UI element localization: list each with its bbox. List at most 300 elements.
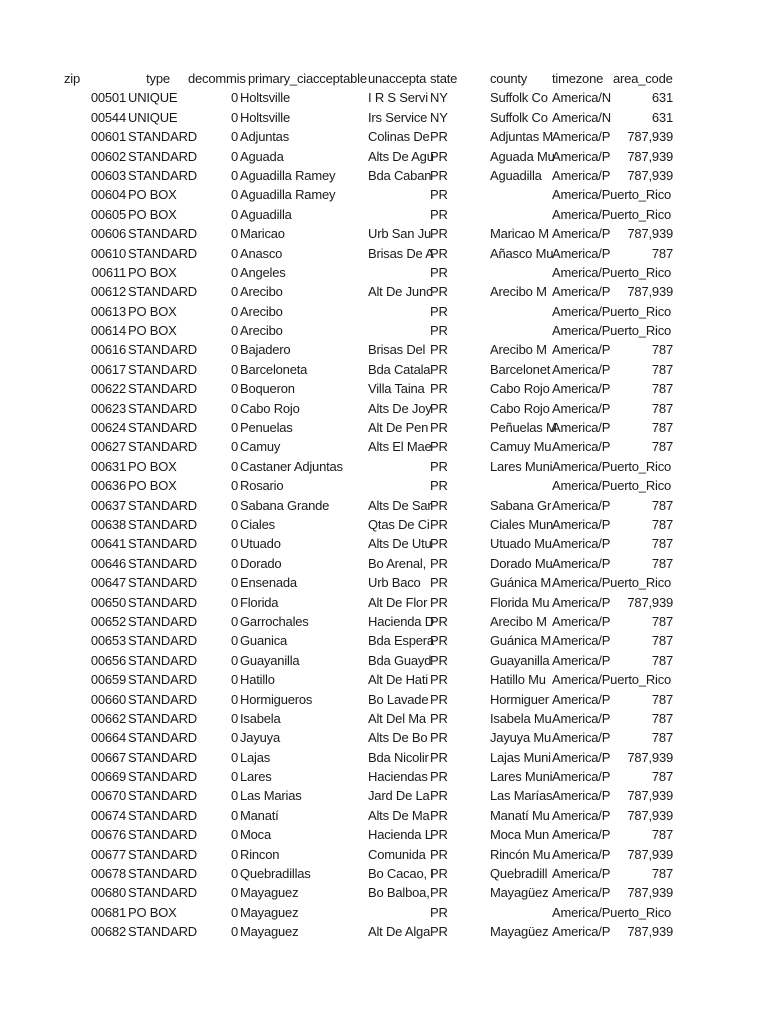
cell-decommissioned[interactable]: 0 — [230, 710, 238, 726]
header-cell-zip[interactable]: zip — [64, 71, 81, 86]
cell-timezone[interactable]: America/P — [552, 866, 611, 882]
header-cell-state[interactable]: state — [430, 71, 458, 86]
cell-zip[interactable]: 00604 — [90, 187, 126, 203]
cell-type[interactable]: STANDARD — [128, 846, 197, 862]
cell-decommissioned[interactable]: 0 — [230, 613, 238, 629]
cell-type[interactable]: STANDARD — [128, 439, 197, 455]
cell-primary-city[interactable]: Barceloneta — [240, 361, 308, 377]
cell-zip[interactable]: 00660 — [90, 691, 126, 707]
cell-primary-city[interactable]: Maricao — [240, 226, 285, 242]
cell-timezone[interactable]: America/P — [552, 129, 611, 145]
cell-zip[interactable]: 00603 — [90, 167, 126, 183]
cell-state[interactable]: PR — [430, 497, 448, 513]
cell-type[interactable]: STANDARD — [128, 633, 197, 649]
cell-area-code[interactable]: 787 — [651, 866, 673, 882]
cell-state[interactable]: PR — [430, 129, 448, 145]
cell-decommissioned[interactable]: 0 — [230, 555, 238, 571]
cell-acceptable-cities[interactable] — [368, 903, 430, 922]
cell-zip[interactable]: 00501 — [90, 90, 126, 106]
cell-area-code[interactable] — [613, 573, 673, 592]
cell-state[interactable]: PR — [430, 478, 448, 494]
cell-county[interactable]: Ciales Mun — [490, 516, 554, 532]
cell-acceptable-cities[interactable]: Urb San Ju — [368, 226, 432, 242]
cell-timezone[interactable]: America/P — [552, 536, 611, 552]
cell-county[interactable] — [490, 263, 552, 282]
cell-primary-city[interactable]: Penuelas — [240, 420, 293, 436]
cell-timezone[interactable]: America/P — [552, 439, 611, 455]
cell-area-code[interactable]: 787,939 — [627, 846, 673, 862]
cell-acceptable-cities[interactable] — [368, 302, 430, 321]
cell-zip[interactable]: 00627 — [90, 439, 126, 455]
cell-zip[interactable]: 00622 — [90, 381, 126, 397]
cell-type[interactable]: STANDARD — [128, 652, 197, 668]
cell-type[interactable]: STANDARD — [128, 555, 197, 571]
cell-decommissioned[interactable]: 0 — [230, 924, 238, 940]
cell-state[interactable]: PR — [430, 420, 448, 436]
cell-timezone[interactable]: America/P — [552, 924, 611, 940]
cell-area-code[interactable]: 787 — [651, 652, 673, 668]
cell-acceptable-cities[interactable]: Villa Taina — [368, 381, 425, 397]
cell-county[interactable]: Moca Mun — [490, 827, 550, 843]
cell-decommissioned[interactable]: 0 — [230, 885, 238, 901]
cell-state[interactable]: PR — [430, 381, 448, 397]
cell-timezone[interactable]: America/P — [552, 652, 611, 668]
cell-area-code[interactable]: 787 — [651, 613, 673, 629]
cell-county[interactable]: Rincón Mu — [490, 846, 551, 862]
cell-decommissioned[interactable]: 0 — [230, 90, 238, 106]
cell-primary-city[interactable]: Adjuntas — [240, 129, 289, 145]
cell-area-code[interactable]: 787 — [651, 536, 673, 552]
cell-acceptable-cities[interactable]: Hacienda D — [368, 613, 434, 629]
cell-decommissioned[interactable]: 0 — [230, 846, 238, 862]
cell-county[interactable]: Aguada Mu — [490, 148, 555, 164]
cell-timezone[interactable]: America/N — [552, 90, 611, 106]
cell-type[interactable]: STANDARD — [128, 284, 197, 300]
cell-acceptable-cities[interactable]: Alts El Mae — [368, 439, 432, 455]
cell-decommissioned[interactable]: 0 — [230, 400, 238, 416]
cell-zip[interactable]: 00614 — [90, 323, 126, 339]
cell-timezone[interactable]: America/P — [552, 613, 611, 629]
cell-timezone[interactable]: America/Puerto_Rico — [552, 206, 672, 222]
cell-timezone[interactable]: America/Puerto_Rico — [552, 303, 672, 319]
cell-area-code[interactable] — [613, 185, 673, 204]
cell-primary-city[interactable]: Isabela — [240, 710, 281, 726]
cell-timezone[interactable]: America/P — [552, 691, 611, 707]
cell-type[interactable]: STANDARD — [128, 516, 197, 532]
cell-state[interactable]: PR — [430, 536, 448, 552]
cell-timezone[interactable]: America/P — [552, 167, 611, 183]
header-cell-county[interactable]: county — [490, 71, 528, 86]
cell-type[interactable]: STANDARD — [128, 361, 197, 377]
cell-type[interactable]: STANDARD — [128, 749, 197, 765]
cell-decommissioned[interactable]: 0 — [230, 691, 238, 707]
cell-county[interactable]: Peñuelas M — [490, 420, 557, 436]
cell-timezone[interactable]: America/P — [552, 284, 611, 300]
cell-county[interactable]: Utuado Mu — [490, 536, 552, 552]
cell-county[interactable]: Hormiguer — [490, 691, 549, 707]
cell-decommissioned[interactable]: 0 — [230, 458, 238, 474]
cell-zip[interactable]: 00617 — [90, 361, 126, 377]
cell-decommissioned[interactable]: 0 — [230, 129, 238, 145]
cell-state[interactable]: PR — [430, 788, 448, 804]
cell-county[interactable] — [490, 903, 552, 922]
cell-zip[interactable]: 00659 — [90, 672, 126, 688]
cell-primary-city[interactable]: Camuy — [240, 439, 281, 455]
cell-primary-city[interactable]: Lajas — [240, 749, 271, 765]
cell-zip[interactable]: 00652 — [90, 613, 126, 629]
cell-acceptable-cities[interactable]: Bda Nicolir — [368, 749, 429, 765]
cell-primary-city[interactable]: Castaner Adjuntas — [240, 458, 343, 474]
cell-type[interactable]: STANDARD — [128, 129, 197, 145]
cell-primary-city[interactable]: Hatillo — [240, 672, 275, 688]
cell-county[interactable]: Aguadilla — [490, 167, 542, 183]
cell-acceptable-cities[interactable]: Colinas De — [368, 129, 430, 145]
cell-type[interactable]: UNIQUE — [128, 109, 178, 125]
cell-county[interactable]: Arecibo M — [490, 284, 547, 300]
cell-acceptable-cities[interactable]: Alt De Alga — [368, 924, 431, 940]
header-cell-unacceptable-cities[interactable]: unaccepta — [368, 71, 427, 86]
cell-zip[interactable]: 00605 — [90, 206, 126, 222]
cell-acceptable-cities[interactable]: Bo Lavade — [368, 691, 429, 707]
cell-county[interactable]: Barcelonet — [490, 361, 551, 377]
cell-state[interactable]: PR — [430, 924, 448, 940]
cell-county[interactable]: Arecibo M — [490, 613, 547, 629]
cell-county[interactable] — [490, 302, 552, 321]
cell-primary-city[interactable]: Jayuya — [240, 730, 280, 746]
cell-zip[interactable]: 00664 — [90, 730, 126, 746]
cell-timezone[interactable]: America/P — [552, 730, 611, 746]
cell-type[interactable]: STANDARD — [128, 245, 197, 261]
cell-decommissioned[interactable]: 0 — [230, 361, 238, 377]
cell-acceptable-cities[interactable]: Bo Arenal, — [368, 555, 426, 571]
cell-primary-city[interactable]: Moca — [240, 827, 271, 843]
cell-acceptable-cities[interactable]: Brisas Del — [368, 342, 426, 358]
cell-state[interactable]: PR — [430, 284, 448, 300]
cell-area-code[interactable]: 787,939 — [627, 167, 673, 183]
cell-acceptable-cities[interactable]: Alts De Ma — [368, 807, 430, 823]
cell-acceptable-cities[interactable] — [368, 185, 430, 204]
cell-acceptable-cities[interactable]: Bda Espera — [368, 633, 434, 649]
cell-acceptable-cities[interactable]: Alt De Junc — [368, 284, 433, 300]
cell-zip[interactable]: 00669 — [90, 769, 126, 785]
cell-primary-city[interactable]: Boqueron — [240, 381, 295, 397]
cell-state[interactable]: PR — [430, 730, 448, 746]
cell-zip[interactable]: 00637 — [90, 497, 126, 513]
cell-decommissioned[interactable]: 0 — [230, 749, 238, 765]
cell-type[interactable]: STANDARD — [128, 710, 197, 726]
cell-state[interactable]: PR — [430, 342, 448, 358]
cell-decommissioned[interactable]: 0 — [230, 575, 238, 591]
cell-decommissioned[interactable]: 0 — [230, 769, 238, 785]
cell-primary-city[interactable]: Sabana Grande — [240, 497, 330, 513]
cell-timezone[interactable]: America/Puerto_Rico — [552, 478, 672, 494]
cell-type[interactable]: STANDARD — [128, 381, 197, 397]
cell-zip[interactable]: 00647 — [90, 575, 126, 591]
cell-timezone[interactable]: America/P — [552, 827, 611, 843]
cell-zip[interactable]: 00641 — [90, 536, 126, 552]
cell-area-code[interactable] — [613, 903, 673, 922]
cell-decommissioned[interactable]: 0 — [230, 167, 238, 183]
cell-county[interactable]: Guánica M — [490, 633, 552, 649]
header-cell-area-code[interactable]: area_code — [613, 71, 673, 86]
cell-primary-city[interactable]: Dorado — [240, 555, 282, 571]
cell-acceptable-cities[interactable]: Bda Guayd — [368, 652, 432, 668]
cell-area-code[interactable]: 787 — [651, 769, 673, 785]
cell-primary-city[interactable]: Rosario — [240, 478, 284, 494]
cell-county[interactable]: Lares Muni — [490, 769, 553, 785]
cell-decommissioned[interactable]: 0 — [230, 827, 238, 843]
cell-state[interactable]: PR — [430, 691, 448, 707]
cell-zip[interactable]: 00662 — [90, 710, 126, 726]
cell-type[interactable]: PO BOX — [128, 206, 177, 222]
cell-area-code[interactable]: 787 — [651, 245, 673, 261]
cell-timezone[interactable]: America/P — [552, 342, 611, 358]
cell-timezone[interactable]: America/Puerto_Rico — [552, 187, 672, 203]
cell-acceptable-cities[interactable]: Alts De Agu — [368, 148, 434, 164]
cell-type[interactable]: PO BOX — [128, 303, 177, 319]
cell-county[interactable]: Isabela Mu — [490, 710, 552, 726]
cell-area-code[interactable]: 787 — [651, 710, 673, 726]
cell-type[interactable]: STANDARD — [128, 924, 197, 940]
cell-county[interactable]: Mayagüez — [490, 924, 549, 940]
cell-decommissioned[interactable]: 0 — [230, 904, 238, 920]
cell-county[interactable]: Jayuya Mu — [490, 730, 552, 746]
cell-decommissioned[interactable]: 0 — [230, 381, 238, 397]
cell-zip[interactable]: 00631 — [90, 458, 126, 474]
cell-acceptable-cities[interactable]: Bo Cacao, I — [368, 866, 434, 882]
cell-zip[interactable]: 00680 — [90, 885, 126, 901]
cell-state[interactable]: PR — [430, 555, 448, 571]
cell-timezone[interactable]: America/P — [552, 516, 611, 532]
cell-state[interactable]: PR — [430, 710, 448, 726]
cell-primary-city[interactable]: Aguada — [240, 148, 284, 164]
cell-primary-city[interactable]: Florida — [240, 594, 279, 610]
cell-primary-city[interactable]: Lares — [240, 769, 272, 785]
cell-timezone[interactable]: America/P — [552, 846, 611, 862]
cell-acceptable-cities[interactable] — [368, 321, 430, 340]
cell-acceptable-cities[interactable]: Hacienda L — [368, 827, 432, 843]
cell-state[interactable]: PR — [430, 206, 448, 222]
cell-acceptable-cities[interactable]: Irs Service — [368, 109, 428, 125]
cell-area-code[interactable]: 787,939 — [627, 749, 673, 765]
cell-timezone[interactable]: America/Puerto_Rico — [552, 264, 672, 280]
cell-type[interactable]: STANDARD — [128, 885, 197, 901]
cell-type[interactable]: STANDARD — [128, 594, 197, 610]
cell-state[interactable]: PR — [430, 400, 448, 416]
cell-state[interactable]: PR — [430, 749, 448, 765]
cell-county[interactable] — [490, 476, 552, 495]
cell-county[interactable]: Maricao M — [490, 226, 549, 242]
cell-area-code[interactable] — [613, 302, 673, 321]
cell-acceptable-cities[interactable]: Alts De Bo — [368, 730, 428, 746]
cell-primary-city[interactable]: Holtsville — [240, 109, 291, 125]
cell-acceptable-cities[interactable] — [368, 476, 430, 495]
cell-county[interactable]: Guánica M — [490, 575, 552, 591]
cell-county[interactable] — [490, 185, 552, 204]
cell-acceptable-cities[interactable] — [368, 205, 430, 224]
cell-timezone[interactable]: America/Puerto_Rico — [552, 458, 672, 474]
cell-decommissioned[interactable]: 0 — [230, 303, 238, 319]
cell-area-code[interactable]: 787 — [651, 633, 673, 649]
cell-type[interactable]: PO BOX — [128, 458, 177, 474]
cell-area-code[interactable]: 787 — [651, 497, 673, 513]
cell-type[interactable]: STANDARD — [128, 536, 197, 552]
cell-decommissioned[interactable]: 0 — [230, 807, 238, 823]
cell-zip[interactable]: 00601 — [90, 129, 126, 145]
cell-acceptable-cities[interactable]: Bo Balboa, — [368, 885, 430, 901]
cell-decommissioned[interactable]: 0 — [230, 284, 238, 300]
cell-acceptable-cities[interactable]: Urb Baco — [368, 575, 421, 591]
cell-area-code[interactable]: 787 — [651, 400, 673, 416]
cell-primary-city[interactable]: Aguadilla Ramey — [240, 167, 336, 183]
cell-zip[interactable]: 00667 — [90, 749, 126, 765]
cell-zip[interactable]: 00650 — [90, 594, 126, 610]
cell-timezone[interactable]: America/P — [552, 361, 611, 377]
cell-county[interactable]: Florida Mu — [490, 594, 550, 610]
cell-primary-city[interactable]: Holtsville — [240, 90, 291, 106]
cell-zip[interactable]: 00636 — [90, 478, 126, 494]
cell-type[interactable]: STANDARD — [128, 866, 197, 882]
cell-county[interactable]: Manatí Mu — [490, 807, 550, 823]
cell-area-code[interactable]: 787 — [651, 439, 673, 455]
cell-type[interactable]: STANDARD — [128, 613, 197, 629]
cell-timezone[interactable]: America/P — [552, 555, 611, 571]
cell-county[interactable]: Añasco Mu — [490, 245, 554, 261]
cell-type[interactable]: STANDARD — [128, 807, 197, 823]
cell-county[interactable] — [490, 321, 552, 340]
cell-type[interactable]: PO BOX — [128, 264, 177, 280]
cell-decommissioned[interactable]: 0 — [230, 187, 238, 203]
cell-acceptable-cities[interactable]: Bda Caban — [368, 167, 432, 183]
cell-decommissioned[interactable]: 0 — [230, 788, 238, 804]
cell-area-code[interactable]: 787,939 — [627, 129, 673, 145]
cell-timezone[interactable]: America/Puerto_Rico — [552, 904, 672, 920]
cell-state[interactable]: PR — [430, 361, 448, 377]
cell-decommissioned[interactable]: 0 — [230, 109, 238, 125]
cell-acceptable-cities[interactable]: Comunida — [368, 846, 426, 862]
cell-primary-city[interactable]: Arecibo — [240, 284, 283, 300]
cell-county[interactable]: Las Marías — [490, 788, 553, 804]
cell-type[interactable]: UNIQUE — [128, 90, 178, 106]
cell-zip[interactable]: 00678 — [90, 866, 126, 882]
cell-type[interactable]: STANDARD — [128, 827, 197, 843]
cell-timezone[interactable]: America/P — [552, 594, 611, 610]
cell-decommissioned[interactable]: 0 — [230, 264, 238, 280]
cell-timezone[interactable]: America/P — [552, 497, 611, 513]
cell-state[interactable]: PR — [430, 323, 448, 339]
cell-county[interactable]: Mayagüez — [490, 885, 549, 901]
cell-decommissioned[interactable]: 0 — [230, 497, 238, 513]
cell-decommissioned[interactable]: 0 — [230, 439, 238, 455]
cell-decommissioned[interactable]: 0 — [230, 516, 238, 532]
cell-acceptable-cities[interactable]: Alts De Sar — [368, 497, 432, 513]
cell-area-code[interactable]: 787,939 — [627, 284, 673, 300]
cell-primary-city[interactable]: Mayaguez — [240, 904, 299, 920]
cell-zip[interactable]: 00638 — [90, 516, 126, 532]
header-cell-primary-city[interactable]: primary_ciacceptable — [248, 71, 367, 86]
cell-state[interactable]: PR — [430, 226, 448, 242]
cell-primary-city[interactable]: Cabo Rojo — [240, 400, 300, 416]
cell-zip[interactable]: 00682 — [90, 924, 126, 940]
cell-primary-city[interactable]: Bajadero — [240, 342, 291, 358]
cell-timezone[interactable]: America/Puerto_Rico — [552, 323, 672, 339]
cell-zip[interactable]: 00681 — [90, 904, 126, 920]
cell-timezone[interactable]: America/P — [552, 420, 611, 436]
cell-timezone[interactable]: America/P — [552, 633, 611, 649]
cell-timezone[interactable]: America/P — [552, 807, 611, 823]
cell-state[interactable]: PR — [430, 516, 448, 532]
cell-zip[interactable]: 00612 — [90, 284, 126, 300]
cell-area-code[interactable]: 631 — [651, 90, 673, 106]
cell-type[interactable]: STANDARD — [128, 788, 197, 804]
cell-primary-city[interactable]: Guanica — [240, 633, 288, 649]
cell-state[interactable]: PR — [430, 827, 448, 843]
cell-decommissioned[interactable]: 0 — [230, 652, 238, 668]
cell-timezone[interactable]: America/P — [552, 148, 611, 164]
cell-type[interactable]: STANDARD — [128, 226, 197, 242]
cell-area-code[interactable]: 631 — [651, 109, 673, 125]
cell-primary-city[interactable]: Mayaguez — [240, 924, 299, 940]
cell-area-code[interactable] — [613, 476, 673, 495]
cell-state[interactable]: PR — [430, 594, 448, 610]
cell-zip[interactable]: 00611 — [91, 264, 126, 280]
cell-primary-city[interactable]: Ensenada — [240, 575, 297, 591]
cell-decommissioned[interactable]: 0 — [230, 342, 238, 358]
cell-county[interactable]: Lares Muni — [490, 458, 553, 474]
cell-primary-city[interactable]: Rincon — [240, 846, 280, 862]
cell-type[interactable]: STANDARD — [128, 342, 197, 358]
cell-primary-city[interactable]: Garrochales — [240, 613, 309, 629]
cell-timezone[interactable]: America/P — [552, 769, 611, 785]
cell-area-code[interactable]: 787,939 — [627, 788, 673, 804]
cell-state[interactable]: PR — [430, 187, 448, 203]
cell-decommissioned[interactable]: 0 — [230, 730, 238, 746]
cell-county[interactable]: Adjuntas M — [490, 129, 554, 145]
cell-acceptable-cities[interactable]: Haciendas — [368, 769, 428, 785]
cell-state[interactable]: PR — [430, 458, 448, 474]
cell-timezone[interactable]: America/P — [552, 749, 611, 765]
cell-type[interactable]: STANDARD — [128, 575, 197, 591]
cell-area-code[interactable]: 787,939 — [627, 594, 673, 610]
cell-area-code[interactable]: 787 — [651, 420, 673, 436]
cell-type[interactable]: PO BOX — [128, 478, 177, 494]
cell-county[interactable]: Dorado Mu — [490, 555, 553, 571]
cell-zip[interactable]: 00624 — [90, 420, 126, 436]
cell-type[interactable]: STANDARD — [128, 148, 197, 164]
cell-area-code[interactable] — [613, 457, 673, 476]
cell-acceptable-cities[interactable]: I R S Servi — [368, 90, 428, 106]
cell-area-code[interactable]: 787,939 — [627, 924, 673, 940]
cell-decommissioned[interactable]: 0 — [230, 672, 238, 688]
cell-primary-city[interactable]: Utuado — [240, 536, 281, 552]
cell-zip[interactable]: 00544 — [90, 109, 126, 125]
cell-timezone[interactable]: America/P — [552, 788, 611, 804]
cell-county[interactable]: Suffolk Co — [490, 109, 548, 125]
cell-acceptable-cities[interactable] — [368, 457, 430, 476]
cell-county[interactable]: Arecibo M — [490, 342, 547, 358]
cell-primary-city[interactable]: Anasco — [240, 245, 283, 261]
cell-zip[interactable]: 00674 — [90, 807, 126, 823]
cell-primary-city[interactable]: Aguadilla — [240, 206, 292, 222]
cell-type[interactable]: PO BOX — [128, 323, 177, 339]
header-cell-decommissioned[interactable]: decommis — [188, 71, 246, 86]
cell-decommissioned[interactable]: 0 — [230, 245, 238, 261]
cell-type[interactable]: PO BOX — [128, 904, 177, 920]
cell-zip[interactable]: 00653 — [90, 633, 126, 649]
cell-primary-city[interactable]: Angeles — [240, 264, 286, 280]
cell-acceptable-cities[interactable]: Alt De Flor — [368, 594, 428, 610]
cell-decommissioned[interactable]: 0 — [230, 866, 238, 882]
